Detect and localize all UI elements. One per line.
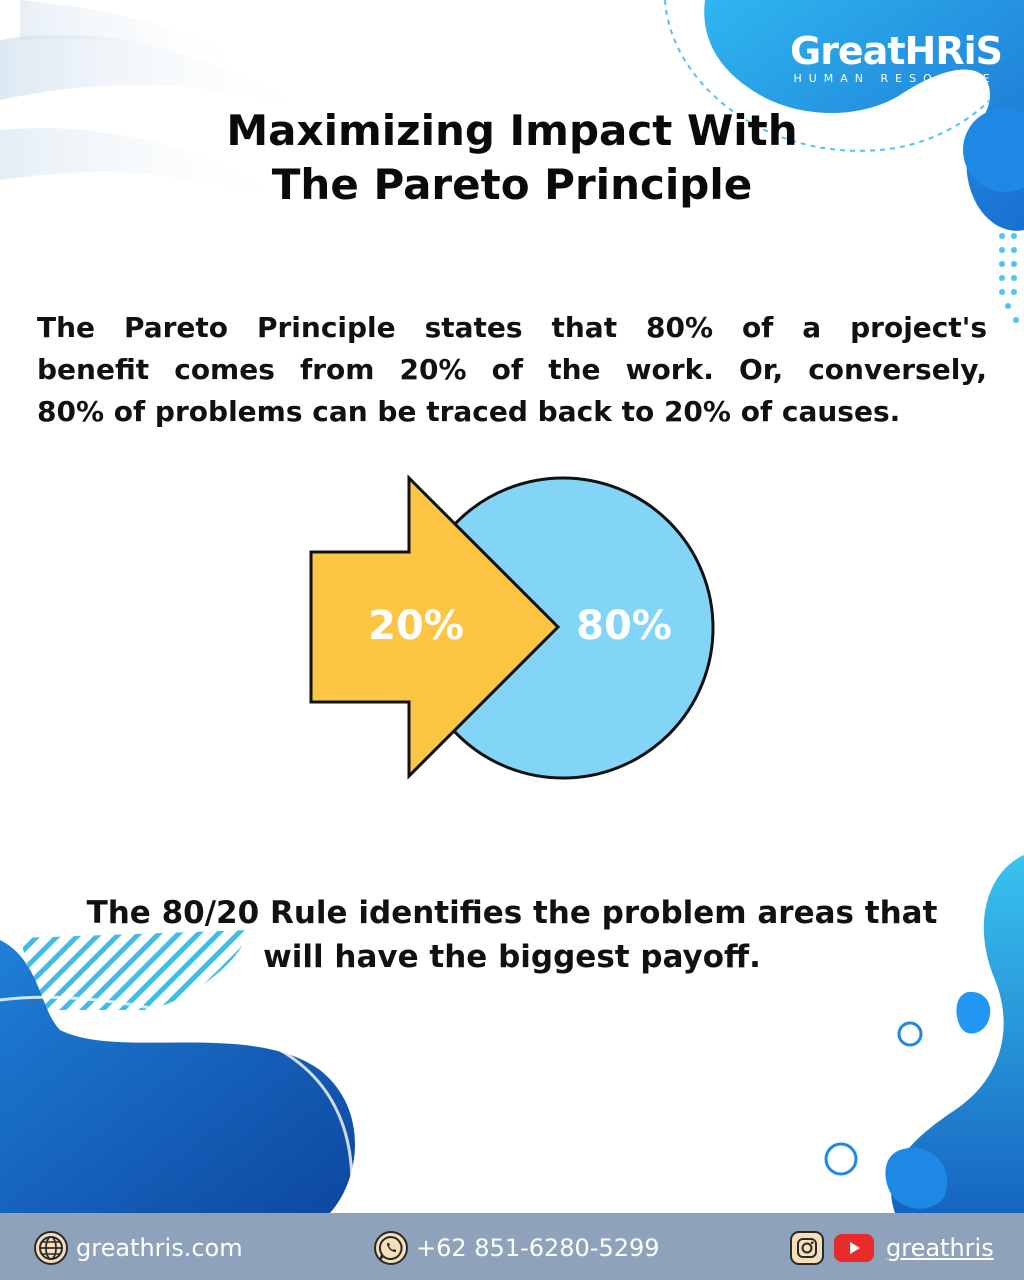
circle-label: 80% bbox=[576, 603, 672, 649]
phone-link[interactable] bbox=[374, 1229, 660, 1267]
footer-bar bbox=[0, 1213, 1024, 1280]
social-handle: greathris bbox=[886, 1234, 994, 1262]
brand-name: GreatHRiS bbox=[790, 29, 1002, 73]
brand-tagline: HUMAN RESOURCE bbox=[793, 72, 997, 85]
rule-line-1: The 80/20 Rule identifies the problem areas that bbox=[86, 895, 938, 931]
ring-shape bbox=[899, 1023, 921, 1045]
website-link[interactable] bbox=[34, 1229, 243, 1267]
phone-text: +62 851-6280-5299 bbox=[416, 1234, 660, 1262]
intro-paragraph bbox=[37, 307, 987, 433]
whatsapp-icon bbox=[374, 1231, 408, 1265]
intro-line-2: benefit comes from 20% of the work. Or, conversely, bbox=[37, 353, 987, 386]
arrow-label: 20% bbox=[368, 603, 464, 649]
social-links[interactable] bbox=[790, 1229, 994, 1267]
page-title bbox=[0, 104, 1024, 212]
intro-line-3: 80% of problems can be traced back to 20% of causes. bbox=[37, 395, 901, 428]
pareto-diagram bbox=[300, 470, 720, 790]
intro-line-1: The Pareto Principle states that 80% of a project's bbox=[37, 311, 987, 344]
ring-shape bbox=[826, 1144, 856, 1174]
website-text: greathris.com bbox=[76, 1234, 243, 1262]
title-line-1: Maximizing Impact With bbox=[226, 106, 798, 155]
globe-icon bbox=[34, 1231, 68, 1265]
title-line-2: The Pareto Principle bbox=[271, 160, 753, 209]
instagram-icon[interactable] bbox=[790, 1231, 824, 1265]
dot-grid bbox=[999, 233, 1019, 323]
brand-logo bbox=[790, 30, 1000, 86]
rule-statement bbox=[0, 891, 1024, 979]
youtube-icon[interactable] bbox=[834, 1234, 874, 1262]
rule-line-2: will have the biggest payoff. bbox=[263, 939, 761, 975]
drop-shape bbox=[956, 992, 990, 1034]
